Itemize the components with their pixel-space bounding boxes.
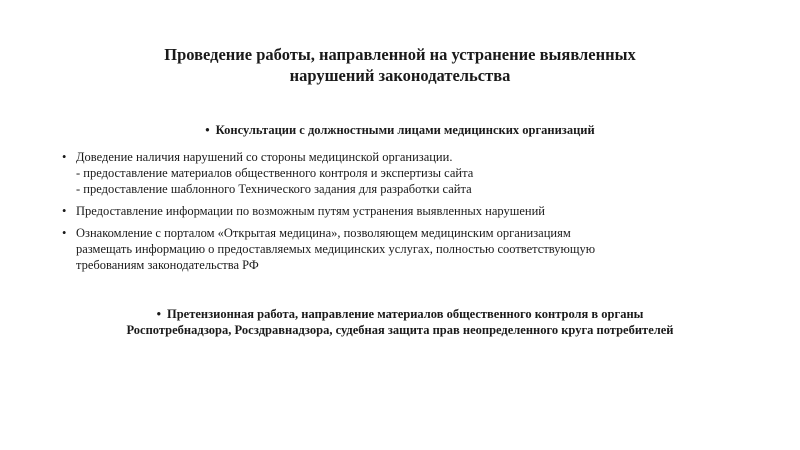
section-heading-consultations-text: Консультации с должностными лицами медицинских организаций xyxy=(215,123,595,137)
slide-title xyxy=(60,44,740,86)
bullet-list xyxy=(60,149,750,279)
list-item xyxy=(60,149,750,197)
bullet-marker: • xyxy=(62,204,67,218)
list-item xyxy=(60,203,750,219)
list-item xyxy=(60,225,750,273)
list-item-line: Предоставление информации по возможным путям устранения выявленных нарушений xyxy=(76,204,545,218)
section-heading-claims-line-1 xyxy=(60,306,740,322)
list-item-line: размещать информацию о предоставляемых медицинских услугах, полностью соответствующую xyxy=(76,242,596,256)
section-heading-claims xyxy=(60,306,740,338)
slide-title-line-2: нарушений законодательства xyxy=(289,66,511,85)
bullet-marker: • xyxy=(62,226,67,240)
list-item-line: Ознакомление с порталом «Открытая медицина», позволяющем медицинским организациям xyxy=(76,226,571,240)
section-heading-consultations xyxy=(60,122,740,138)
bullet-marker: • xyxy=(156,307,161,321)
list-item-line: Доведение наличия нарушений со стороны медицинской организации. xyxy=(76,150,453,164)
section-heading-claims-line-2: Роспотребнадзора, Росздравнадзора, судебная защита прав неопределенного круга потребителей xyxy=(126,323,674,337)
bullet-marker: • xyxy=(62,150,67,164)
list-item-line: требованиям законодательства РФ xyxy=(76,258,259,272)
list-item-line: - предоставление материалов общественного контроля и экспертизы сайта xyxy=(76,166,474,180)
list-item-line: - предоставление шаблонного Технического задания для разработки сайта xyxy=(76,182,472,196)
bullet-marker: • xyxy=(205,123,210,137)
section-heading-claims-text-1: Претензионная работа, направление материалов общественного контроля в органы xyxy=(166,307,644,321)
slide-title-line-1: Проведение работы, направленной на устранение выявленных xyxy=(164,45,636,64)
